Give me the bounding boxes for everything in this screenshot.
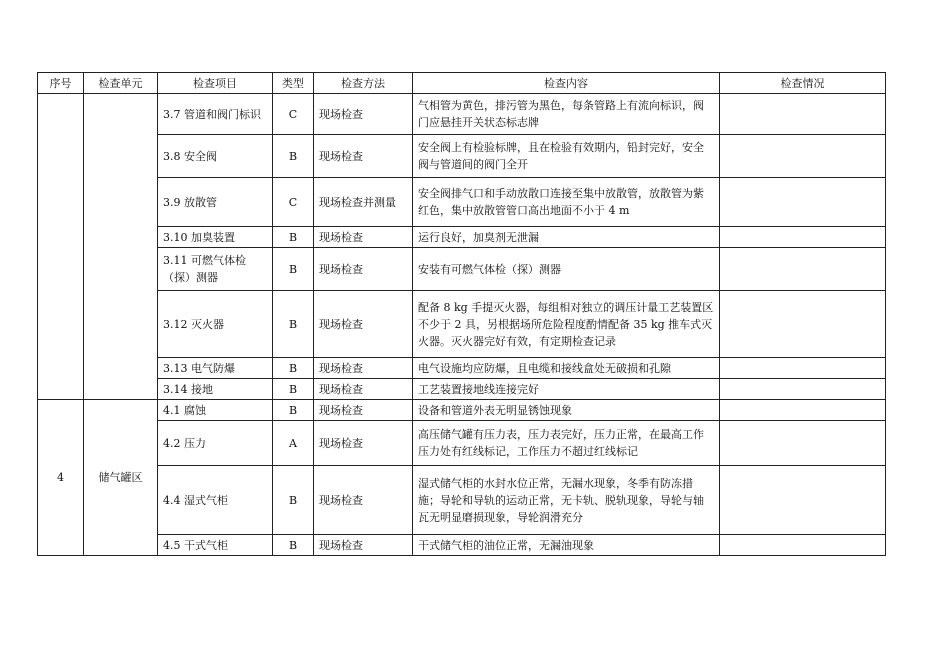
status-cell xyxy=(720,466,886,535)
status-cell xyxy=(720,227,886,248)
group4-seq-cell: 4 xyxy=(38,400,84,556)
header-type: 类型 xyxy=(273,73,314,94)
header-method: 检查方法 xyxy=(314,73,413,94)
status-cell xyxy=(720,291,886,358)
table-row xyxy=(38,466,886,535)
item-cell: 3.8 安全阀 xyxy=(158,135,273,178)
item-cell: 3.11 可燃气体检（探）测器 xyxy=(158,248,273,291)
item-cell: 3.9 放散管 xyxy=(158,178,273,227)
type-cell: B xyxy=(273,135,314,178)
header-seq: 序号 xyxy=(38,73,84,94)
type-cell: B xyxy=(273,291,314,358)
header-row xyxy=(38,73,886,94)
method-cell: 现场检查并测量 xyxy=(314,178,413,227)
item-cell: 3.14 接地 xyxy=(158,379,273,400)
status-cell xyxy=(720,248,886,291)
status-cell xyxy=(720,135,886,178)
method-cell: 现场检查 xyxy=(314,291,413,358)
method-cell: 现场检查 xyxy=(314,466,413,535)
method-cell: 现场检查 xyxy=(314,421,413,466)
item-cell: 4.5 干式气柜 xyxy=(158,535,273,556)
table-row xyxy=(38,535,886,556)
method-cell: 现场检查 xyxy=(314,94,413,135)
type-cell: B xyxy=(273,535,314,556)
type-cell: A xyxy=(273,421,314,466)
type-cell: B xyxy=(273,248,314,291)
content-cell: 运行良好，加臭剂无泄漏 xyxy=(413,227,720,248)
table-row xyxy=(38,248,886,291)
method-cell: 现场检查 xyxy=(314,379,413,400)
table-row xyxy=(38,358,886,379)
status-cell xyxy=(720,178,886,227)
item-cell: 4.2 压力 xyxy=(158,421,273,466)
type-cell: C xyxy=(273,178,314,227)
table-row xyxy=(38,227,886,248)
header-content: 检查内容 xyxy=(413,73,720,94)
method-cell: 现场检查 xyxy=(314,227,413,248)
status-cell xyxy=(720,94,886,135)
table-row xyxy=(38,135,886,178)
item-cell: 3.12 灭火器 xyxy=(158,291,273,358)
method-cell: 现场检查 xyxy=(314,400,413,421)
method-cell: 现场检查 xyxy=(314,358,413,379)
header-status: 检查情况 xyxy=(720,73,886,94)
type-cell: C xyxy=(273,94,314,135)
header-unit: 检查单元 xyxy=(84,73,158,94)
content-cell: 工艺装置接地线连接完好 xyxy=(413,379,720,400)
content-cell: 高压储气罐有压力表，压力表完好，压力正常，在最高工作压力处有红线标记，工作压力不超过红线标记 xyxy=(413,421,720,466)
item-cell: 4.1 腐蚀 xyxy=(158,400,273,421)
content-cell: 电气设施均应防爆，且电缆和接线盒处无破损和孔隙 xyxy=(413,358,720,379)
type-cell: B xyxy=(273,466,314,535)
item-cell: 3.13 电气防爆 xyxy=(158,358,273,379)
table-body xyxy=(38,94,886,556)
content-cell: 安全阀上有检验标牌，且在检验有效期内，铅封完好，安全阀与管道间的阀门全开 xyxy=(413,135,720,178)
content-cell: 安全阀排气口和手动放散口连接至集中放散管，放散管为紫红色，集中放散管管口高出地面不小于 4 m xyxy=(413,178,720,227)
table-row xyxy=(38,178,886,227)
method-cell: 现场检查 xyxy=(314,135,413,178)
inspection-table xyxy=(37,72,886,556)
group4-unit-cell: 储气罐区 xyxy=(84,400,158,556)
item-cell: 3.7 管道和阀门标识 xyxy=(158,94,273,135)
status-cell xyxy=(720,421,886,466)
type-cell: B xyxy=(273,400,314,421)
type-cell: B xyxy=(273,379,314,400)
content-cell: 设备和管道外表无明显锈蚀现象 xyxy=(413,400,720,421)
item-cell: 3.10 加臭装置 xyxy=(158,227,273,248)
content-cell: 安装有可燃气体检（探）测器 xyxy=(413,248,720,291)
status-cell xyxy=(720,400,886,421)
item-cell: 4.4 湿式气柜 xyxy=(158,466,273,535)
group3-seq-cell xyxy=(38,94,84,400)
type-cell: B xyxy=(273,227,314,248)
table-row xyxy=(38,379,886,400)
content-cell: 气相管为黄色，排污管为黑色，每条管路上有流向标识，阀门应悬挂开关状态标志牌 xyxy=(413,94,720,135)
content-cell: 湿式储气柜的水封水位正常，无漏水现象，冬季有防冻措施；导轮和导轨的运动正常，无卡轨、脱轨现象，导轮与轴瓦无明显磨损现象，导轮润滑充分 xyxy=(413,466,720,535)
table-row xyxy=(38,94,886,135)
content-cell: 干式储气柜的油位正常，无漏油现象 xyxy=(413,535,720,556)
table-row xyxy=(38,400,886,421)
type-cell: B xyxy=(273,358,314,379)
table-row xyxy=(38,421,886,466)
method-cell: 现场检查 xyxy=(314,248,413,291)
status-cell xyxy=(720,535,886,556)
header-item: 检查项目 xyxy=(158,73,273,94)
status-cell xyxy=(720,358,886,379)
group3-unit-cell xyxy=(84,94,158,400)
status-cell xyxy=(720,379,886,400)
content-cell: 配备 8 kg 手提灭火器，每组相对独立的调压计量工艺装置区不少于 2 具，另根据场所危险程度酌情配备 35 kg 推车式灭火器。灭火器完好有效，有定期检查记录 xyxy=(413,291,720,358)
table-header xyxy=(38,73,886,94)
table-row xyxy=(38,291,886,358)
method-cell: 现场检查 xyxy=(314,535,413,556)
